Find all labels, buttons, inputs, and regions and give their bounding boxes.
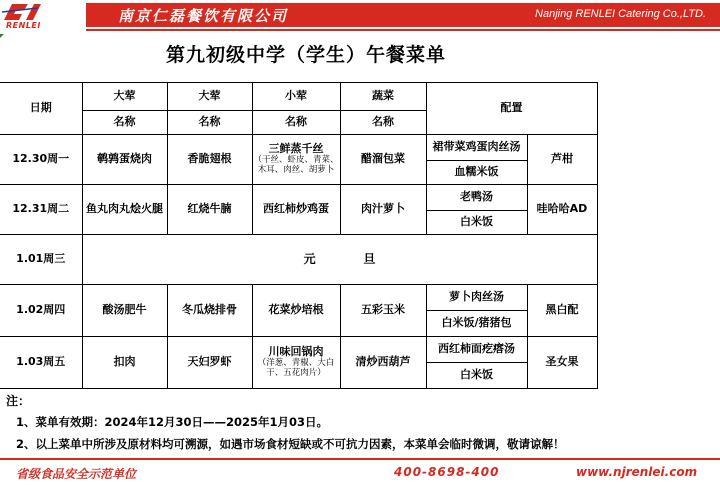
dish-side-detail: （干丝、虾皮、青菜、木耳、肉丝、胡萝卜 [253, 155, 339, 175]
header-stripe [86, 29, 720, 31]
footer-phone: 400-8698-400 [394, 465, 500, 479]
dish-main-2: 红烧牛腩 [167, 185, 252, 235]
header-main-meat-2: 大荤 [167, 83, 252, 111]
footer-website: www.njrenlei.com [576, 465, 698, 479]
dish-rice: 白米饭/猪猪包 [426, 311, 527, 337]
row-date: 12.30周一 [0, 135, 82, 185]
dish-main-2: 冬瓜烧排骨 [167, 285, 252, 337]
row-date: 1.01周三 [0, 235, 82, 285]
dish-main-2: 天妇罗虾 [167, 337, 252, 389]
dish-rice: 血糯米饭 [426, 161, 527, 185]
holiday-char-2: 旦 [363, 251, 376, 266]
dish-extra: 哇哈哈AD [527, 185, 597, 235]
holiday-cell [82, 235, 597, 285]
dish-rice: 白米饭 [426, 363, 527, 389]
company-name-cn: 南京仁磊餐饮有限公司 [118, 7, 289, 25]
subheader-name: 名称 [167, 111, 252, 135]
row-date: 1.02周四 [0, 285, 82, 337]
dish-rice: 白米饭 [426, 211, 527, 235]
subheader-name: 名称 [82, 111, 167, 135]
header-side-meat: 小荤 [252, 83, 340, 111]
header [0, 0, 720, 32]
holiday-char-1: 元 [303, 251, 316, 266]
company-logo [0, 0, 86, 32]
dish-main-1: 鹌鹑蛋烧肉 [82, 135, 167, 185]
logo-text: RENLEI [6, 21, 41, 30]
dish-side [252, 337, 340, 389]
dish-extra: 芦柑 [527, 135, 597, 185]
dish-extra: 黑白配 [527, 285, 597, 337]
dish-side [252, 135, 340, 185]
dish-soup: 西红柿面疙瘩汤 [426, 337, 527, 363]
dish-side-detail: （洋葱、青椒、大白干、五花肉片） [257, 358, 335, 378]
dish-side: 花菜炒培根 [252, 285, 340, 337]
page-title: 第九初级中学（学生）午餐菜单 [165, 44, 446, 66]
footer-certification: 省级食品安全示范单位 [16, 467, 137, 481]
logo-icon [2, 2, 42, 22]
note-validity: 1、菜单有效期：2024年12月30日——2025年1月03日。 [16, 415, 329, 429]
dish-side-name: 川味回锅肉 [268, 345, 324, 359]
dish-vegetable: 五彩玉米 [340, 285, 426, 337]
dish-vegetable: 肉汁萝卜 [340, 185, 426, 235]
dish-side: 西红柿炒鸡蛋 [252, 185, 340, 235]
notes-label: 注： [6, 394, 31, 408]
dish-main-1: 酸汤肥牛 [82, 285, 167, 337]
dish-main-1: 鱼丸肉丸烩火腿 [82, 185, 167, 235]
header-vegetable: 蔬菜 [340, 83, 426, 111]
dish-vegetable: 醋溜包菜 [340, 135, 426, 185]
header-date: 日期 [0, 83, 82, 135]
footer [0, 460, 720, 487]
dish-soup: 老鸭汤 [426, 185, 527, 211]
dish-side-name: 三鲜蒸千丝 [268, 142, 324, 156]
subheader-name: 名称 [340, 111, 426, 135]
header-config: 配置 [426, 83, 597, 135]
row-date: 1.03周五 [0, 337, 82, 389]
header-main-meat-1: 大荤 [82, 83, 167, 111]
dish-soup: 裙带菜鸡蛋肉丝汤 [426, 135, 527, 161]
dish-main-1: 扣肉 [82, 337, 167, 389]
dish-soup: 萝卜肉丝汤 [426, 285, 527, 311]
cell-marker [0, 34, 4, 38]
dish-vegetable: 清炒西葫芦 [340, 337, 426, 389]
subheader-name: 名称 [252, 111, 340, 135]
dish-main-2: 香脆翅根 [167, 135, 252, 185]
menu-table [0, 82, 598, 389]
dish-extra: 圣女果 [527, 337, 597, 389]
row-date: 12.31周二 [0, 185, 82, 235]
company-name-en: Nanjing RENLEI Catering Co.,LTD. [535, 8, 706, 20]
note-disclaimer: 2、以上菜单中所涉及原材料均可溯源，如遇市场食材短缺或不可抗力因素，本菜单会临时微调，敬请谅解！ [16, 437, 565, 451]
